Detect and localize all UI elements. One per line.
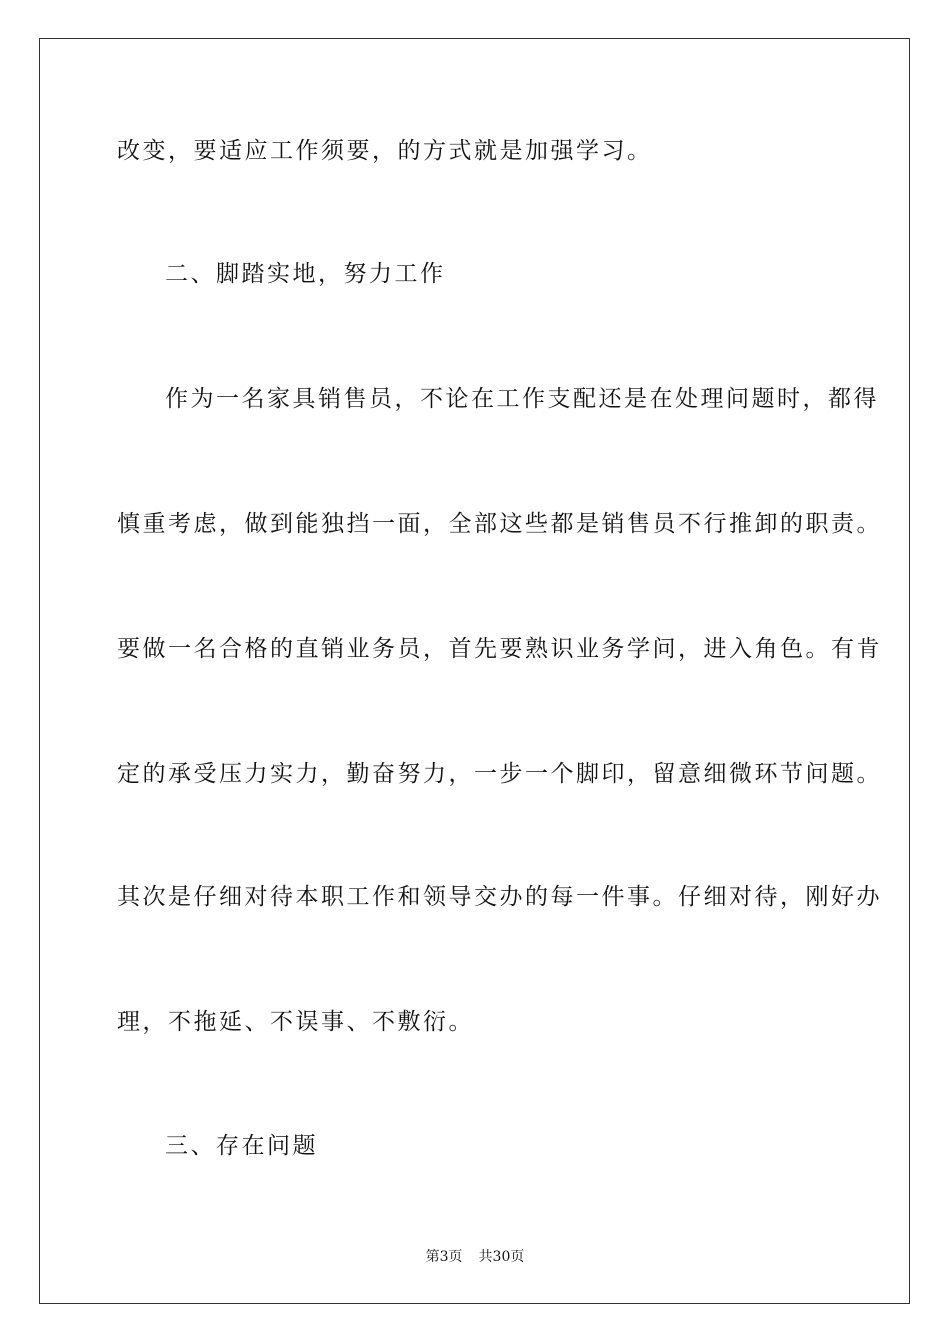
body-line-7: 理，不拖延、不误事、不敷衍。 (117, 1009, 474, 1035)
body-line-6: 其次是仔细对待本职工作和领导交办的每一件事。仔细对待，刚好办 (117, 884, 882, 910)
body-line-1: 改变，要适应工作须要，的方式就是加强学习。 (117, 138, 653, 164)
body-line-3: 慎重考虑，做到能独挡一面，全部这些都是销售员不行推卸的职责。 (117, 511, 882, 537)
body-line-2: 作为一名家具销售员，不论在工作支配还是在处理问题时，都得 (165, 386, 879, 412)
section-heading-2: 二、脚踏实地，努力工作 (165, 261, 446, 287)
page-number: 第3页 (425, 1249, 463, 1265)
page-total: 共30页 (478, 1249, 525, 1265)
body-line-5: 定的承受压力实力，勤奋努力，一步一个脚印，留意细微环节问题。 (117, 761, 882, 787)
page-footer (0, 1247, 950, 1267)
section-heading-3: 三、存在问题 (165, 1133, 318, 1159)
page-border (39, 38, 910, 1304)
body-line-4: 要做一名合格的直销业务员，首先要熟识业务学问，进入角色。有肯 (117, 636, 882, 662)
